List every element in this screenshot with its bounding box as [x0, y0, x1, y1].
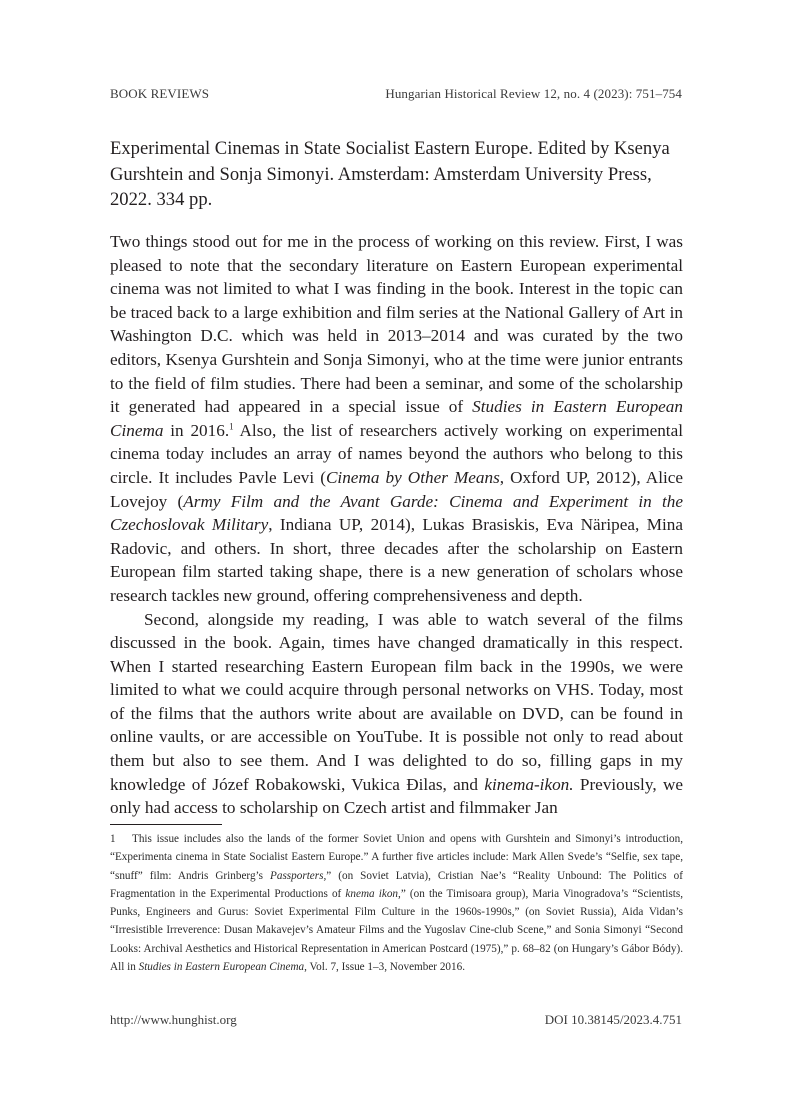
footnote-number: 1	[110, 833, 116, 845]
footnote	[110, 830, 683, 976]
italic-title: Studies in Eastern European Cinema	[110, 397, 683, 440]
text-run: ” (on the Timisoara group), Maria Vinogradova’s “Scientists, Punks, Engineers and Gurus: Soviet Experimental Film Culture in the 1960s-1990s,” (on Soviet Russia), Aida Vidan’s “Irresistible Irreverence: Dusan Makavejev’s Amateur Films and the Yugoslav Cine-club Scene,” and Sonia Simonyi “Second Looks: Archival Aesthetics and Historical Representation in American Postcard (1975),” p. 68–82 (on Hungary’s Gábor Bódy). All in	[110, 887, 683, 974]
italic-title: Army Film and the Avant Garde: Cinema and Experiment in the Czechoslovak Military	[110, 491, 683, 535]
journal-citation: Hungarian Historical Review 12, no. 4 (2023): 751–754	[385, 86, 682, 101]
text-run: Previously, we only had access to scholarship on Czech artist and filmmaker Jan	[110, 774, 683, 818]
doi-label: DOI 10.38145/2023.4.751	[544, 1012, 682, 1027]
text-run: , Oxford UP, 2012), Alice Lovejoy (	[110, 467, 684, 511]
italic-title: Studies in Eastern European Cinema	[138, 961, 305, 974]
text-run: , Indiana UP, 2014), Lukas Brasiskis, Eva Näripea, Mina Radovic, and others. In short, three decades after the scholarship on Eastern European film started taking shape, there is a new generation of scholars whose research tackles new ground, offering comprehensiveness and depth.	[110, 515, 683, 605]
text-run: , Vol. 7, Issue 1–3, November 2016.	[304, 961, 465, 974]
section-label: BOOK REVIEWS	[110, 86, 210, 101]
text-run: Two things stood out for me in the process of working on this review. First, I was pleased to note that the secondary literature on Eastern European experimental cinema was not limited to what I was finding in the book. Interest in the topic can be traced back to a large exhibition and film series at the National Gallery of Art in Washington D.C. which was held in 2013–2014 and was curated by the two editors, Ksenya Gurshtein and Sonja Simonyi, who at the time were junior entrants to the field of film studies. There had been a seminar, and some of the scholarship it generated had appeared in a special issue of	[110, 232, 683, 417]
paragraph-2	[110, 608, 683, 820]
text-run: Also, the list of researchers actively working on experimental cinema today includes an array of names beyond the authors who belong to this circle. It includes Pavle Levi (	[110, 420, 683, 487]
text-run: This issue includes also the lands of the former Soviet Union and opens with Gurshtein and Simonyi’s introduction, “Experimenta cinema in State Socialist Eastern Europe.” A further five articles include: Mark Allen Svede’s “Selfie, sex tape, “snuff” film: Andris Grinberg’s	[110, 833, 683, 882]
italic-title: knema ikon,	[345, 887, 401, 900]
italic-title: kinema-ikon.	[484, 774, 574, 794]
footnote-divider	[110, 824, 222, 825]
text-run: ” (on Soviet Latvia), Cristian Nae’s “Reality Unbound: The Politics of Fragmentation in the Experimental Productions of	[110, 869, 683, 900]
review-body	[110, 230, 683, 820]
text-run: in 2016.	[163, 420, 230, 440]
website-link[interactable]: http://www.hunghist.org	[110, 1012, 237, 1027]
footnote-marker[interactable]: 1	[229, 421, 234, 432]
paragraph-1	[110, 230, 683, 608]
italic-title: Cinema by Other Means	[325, 467, 500, 487]
text-run: Second, alongside my reading, I was able to watch several of the films discussed in the book. Again, times have changed dramatically in this respect. When I started researching Eastern European film back in the 1990s, we were limited to what we could acquire through personal networks on VHS. Today, most of the films that the authors write about are available on DVD, can be found in online vaults, or are accessible on YouTube. It is possible not only to read about them but also to see them. And I was delighted to do so, filling gaps in my knowledge of Józef Robakowski, Vukica Đilas, and	[110, 609, 683, 794]
italic-title: Passporters,	[270, 869, 327, 882]
review-title: Experimental Cinemas in State Socialist Eastern Europe. Edited by Ksenya Gurshtein and Sonja Simonyi. Amsterdam: Amsterdam University Press, 2022. 334 pp.	[110, 138, 670, 210]
